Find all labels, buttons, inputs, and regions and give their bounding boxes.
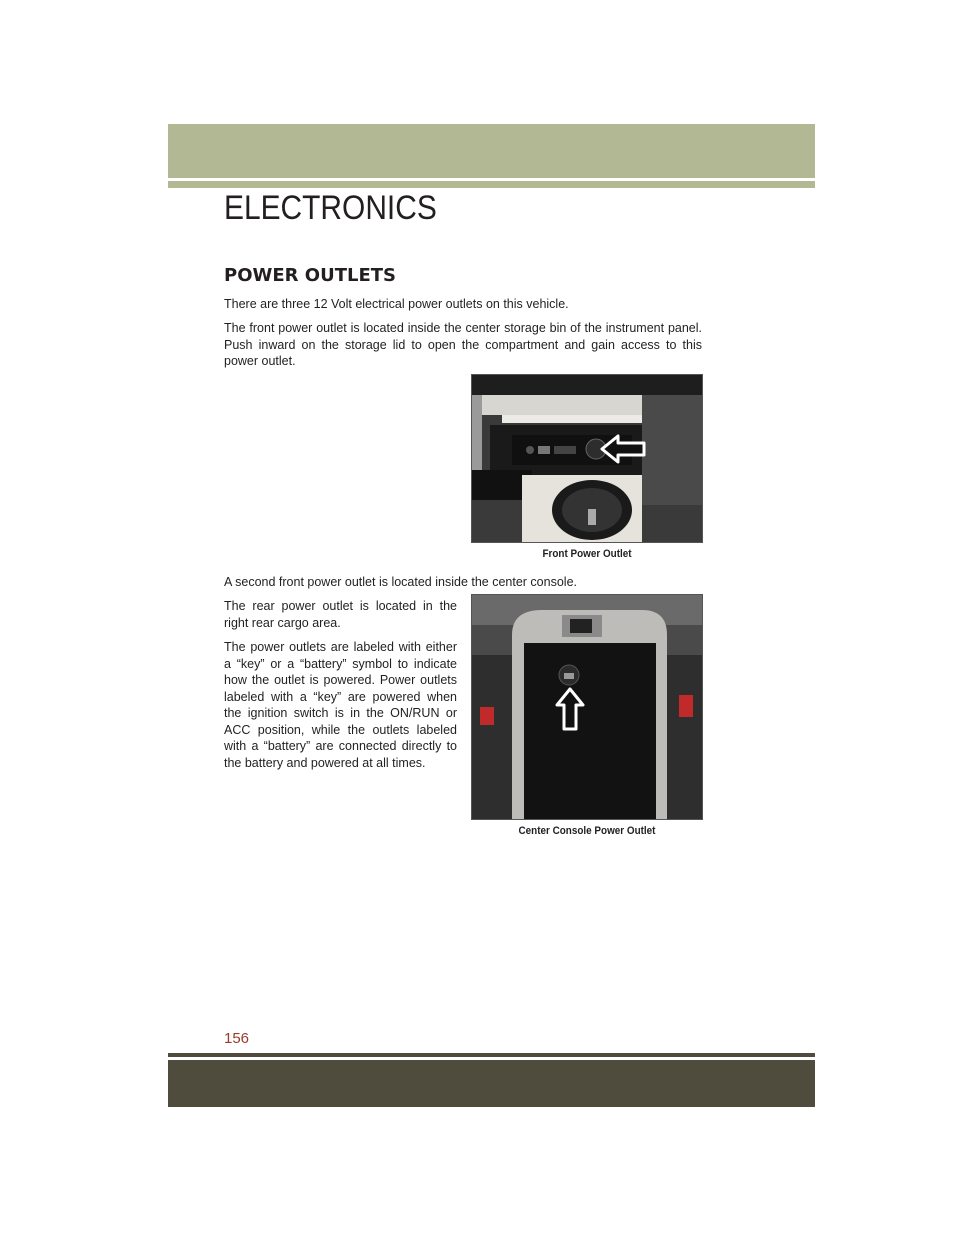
paragraph-rear-outlet: The rear power outlet is located in the right rear cargo area. <box>224 599 457 630</box>
page-number: 156 <box>224 1030 250 1047</box>
center-console-power-outlet-photo <box>471 594 703 820</box>
front-power-outlet-photo <box>471 374 703 543</box>
header-band <box>168 124 815 178</box>
arrow-up-icon <box>555 687 585 731</box>
header-rule <box>168 181 815 188</box>
footer-rule <box>168 1053 815 1057</box>
figure-caption: Front Power Outlet <box>542 548 632 560</box>
paragraph-intro: There are three 12 Volt electrical power outlets on this vehicle. <box>224 297 569 311</box>
paragraph-front-outlet: The front power outlet is located inside the center storage bin of the instrument panel. Push inward on the storage lid to open the compartment and gain access to this power outlet. <box>224 321 702 368</box>
paragraph-outlet-labels: The power outlets are labeled with either a “key” or a “battery” symbol to indicate how the outlet is powered. Power outlets labeled with a “key” are powered when the ignition switch is in the ON/RUN or ACC position, while the outlets labeled with a “battery” are connected directly to the battery and powered at all times. <box>224 640 457 770</box>
footer-band <box>168 1060 815 1107</box>
arrow-left-icon <box>600 434 646 464</box>
section-heading: POWER OUTLETS <box>224 265 396 286</box>
paragraph-console-outlet: A second front power outlet is located inside the center console. <box>224 575 577 589</box>
chapter-title: ELECTRONICS <box>224 189 437 227</box>
figure-caption: Center Console Power Outlet <box>518 825 656 837</box>
